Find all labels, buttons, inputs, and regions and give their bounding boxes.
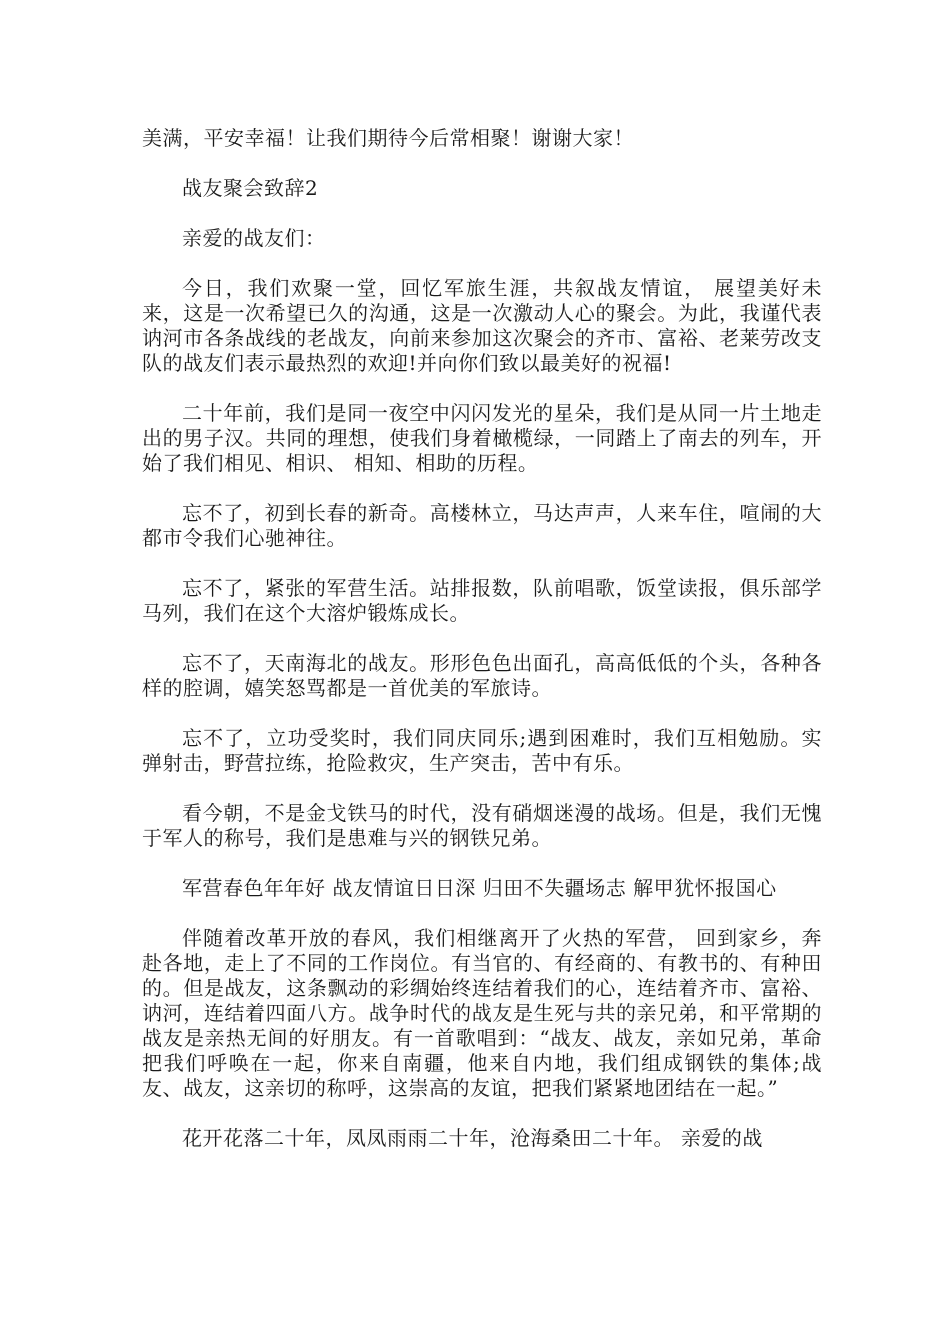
closing-line: 美满，平安幸福！让我们期待今后常相聚！谢谢大家！ bbox=[142, 126, 634, 150]
paragraph: 今日，我们欢聚一堂，回忆军旅生涯，共叙战友情谊， 展望美好未来，这是一次希望已久的沟通，这是一次激动人心的聚会。为此，我谨代表讷河市各条战线的老战友，向前来参加这次聚会的齐市、富裕、老莱劳改支队的战友们表示最热烈的欢迎!并向你们致以最美好的祝福! bbox=[142, 276, 822, 375]
paragraph: 忘不了，立功受奖时，我们同庆同乐;遇到困难时，我们互相勉励。实弹射击，野营拉练，抢险救灾，生产突击，苦中有乐。 bbox=[142, 726, 822, 775]
paragraph: 看今朝，不是金戈铁马的时代，没有硝烟迷漫的战场。但是，我们无愧于军人的称号，我们是患难与兴的钢铁兄弟。 bbox=[142, 801, 822, 850]
paragraph: 二十年前，我们是同一夜空中闪闪发光的星朵，我们是从同一片土地走出的男子汉。共同的理想，使我们身着橄榄绿，一同踏上了南去的列车，开始了我们相见、相识、 相知、相助的历程。 bbox=[142, 401, 822, 475]
document-body bbox=[142, 126, 822, 1176]
section-title: 战友聚会致辞2 bbox=[182, 176, 319, 200]
paragraph: 花开花落二十年，凤凤雨雨二十年，沧海桑田二十年。 亲爱的战 bbox=[182, 1126, 763, 1150]
paragraph: 忘不了，紧张的军营生活。站排报数，队前唱歌，饭堂读报，俱乐部学马列，我们在这个大溶炉锻炼成长。 bbox=[142, 576, 822, 625]
verse-line: 军营春色年年好 战友情谊日日深 归田不失疆场志 解甲犹怀报国心 bbox=[182, 876, 777, 900]
paragraph: 伴随着改革开放的春风，我们相继离开了火热的军营， 回到家乡，奔赴各地，走上了不同的工作岗位。有当官的、有经商的、有教书的、有种田的。但是战友，这条飘动的彩绸始终连结着我们的心，连结着齐市、富裕、讷河，连结着四面八方。战争时代的战友是生死与共的亲兄弟，和平常期的战友是亲热无间的好朋友。有一首歌唱到：“战友、战友，亲如兄弟，革命把我们呼唤在一起，你来自南疆，他来自内地，我们组成钢铁的集体;战友、战友，这亲切的称呼，这崇高的友谊，把我们紧紧地团结在一起。” bbox=[142, 926, 822, 1100]
paragraph: 忘不了，天南海北的战友。形形色色出面孔，高高低低的个头，各种各样的腔调，嬉笑怒骂都是一首优美的军旅诗。 bbox=[142, 651, 822, 700]
salutation: 亲爱的战友们： bbox=[182, 226, 326, 250]
paragraph: 忘不了，初到长春的新奇。高楼林立，马达声声，人来车住，喧闹的大都市令我们心驰神往。 bbox=[142, 501, 822, 550]
